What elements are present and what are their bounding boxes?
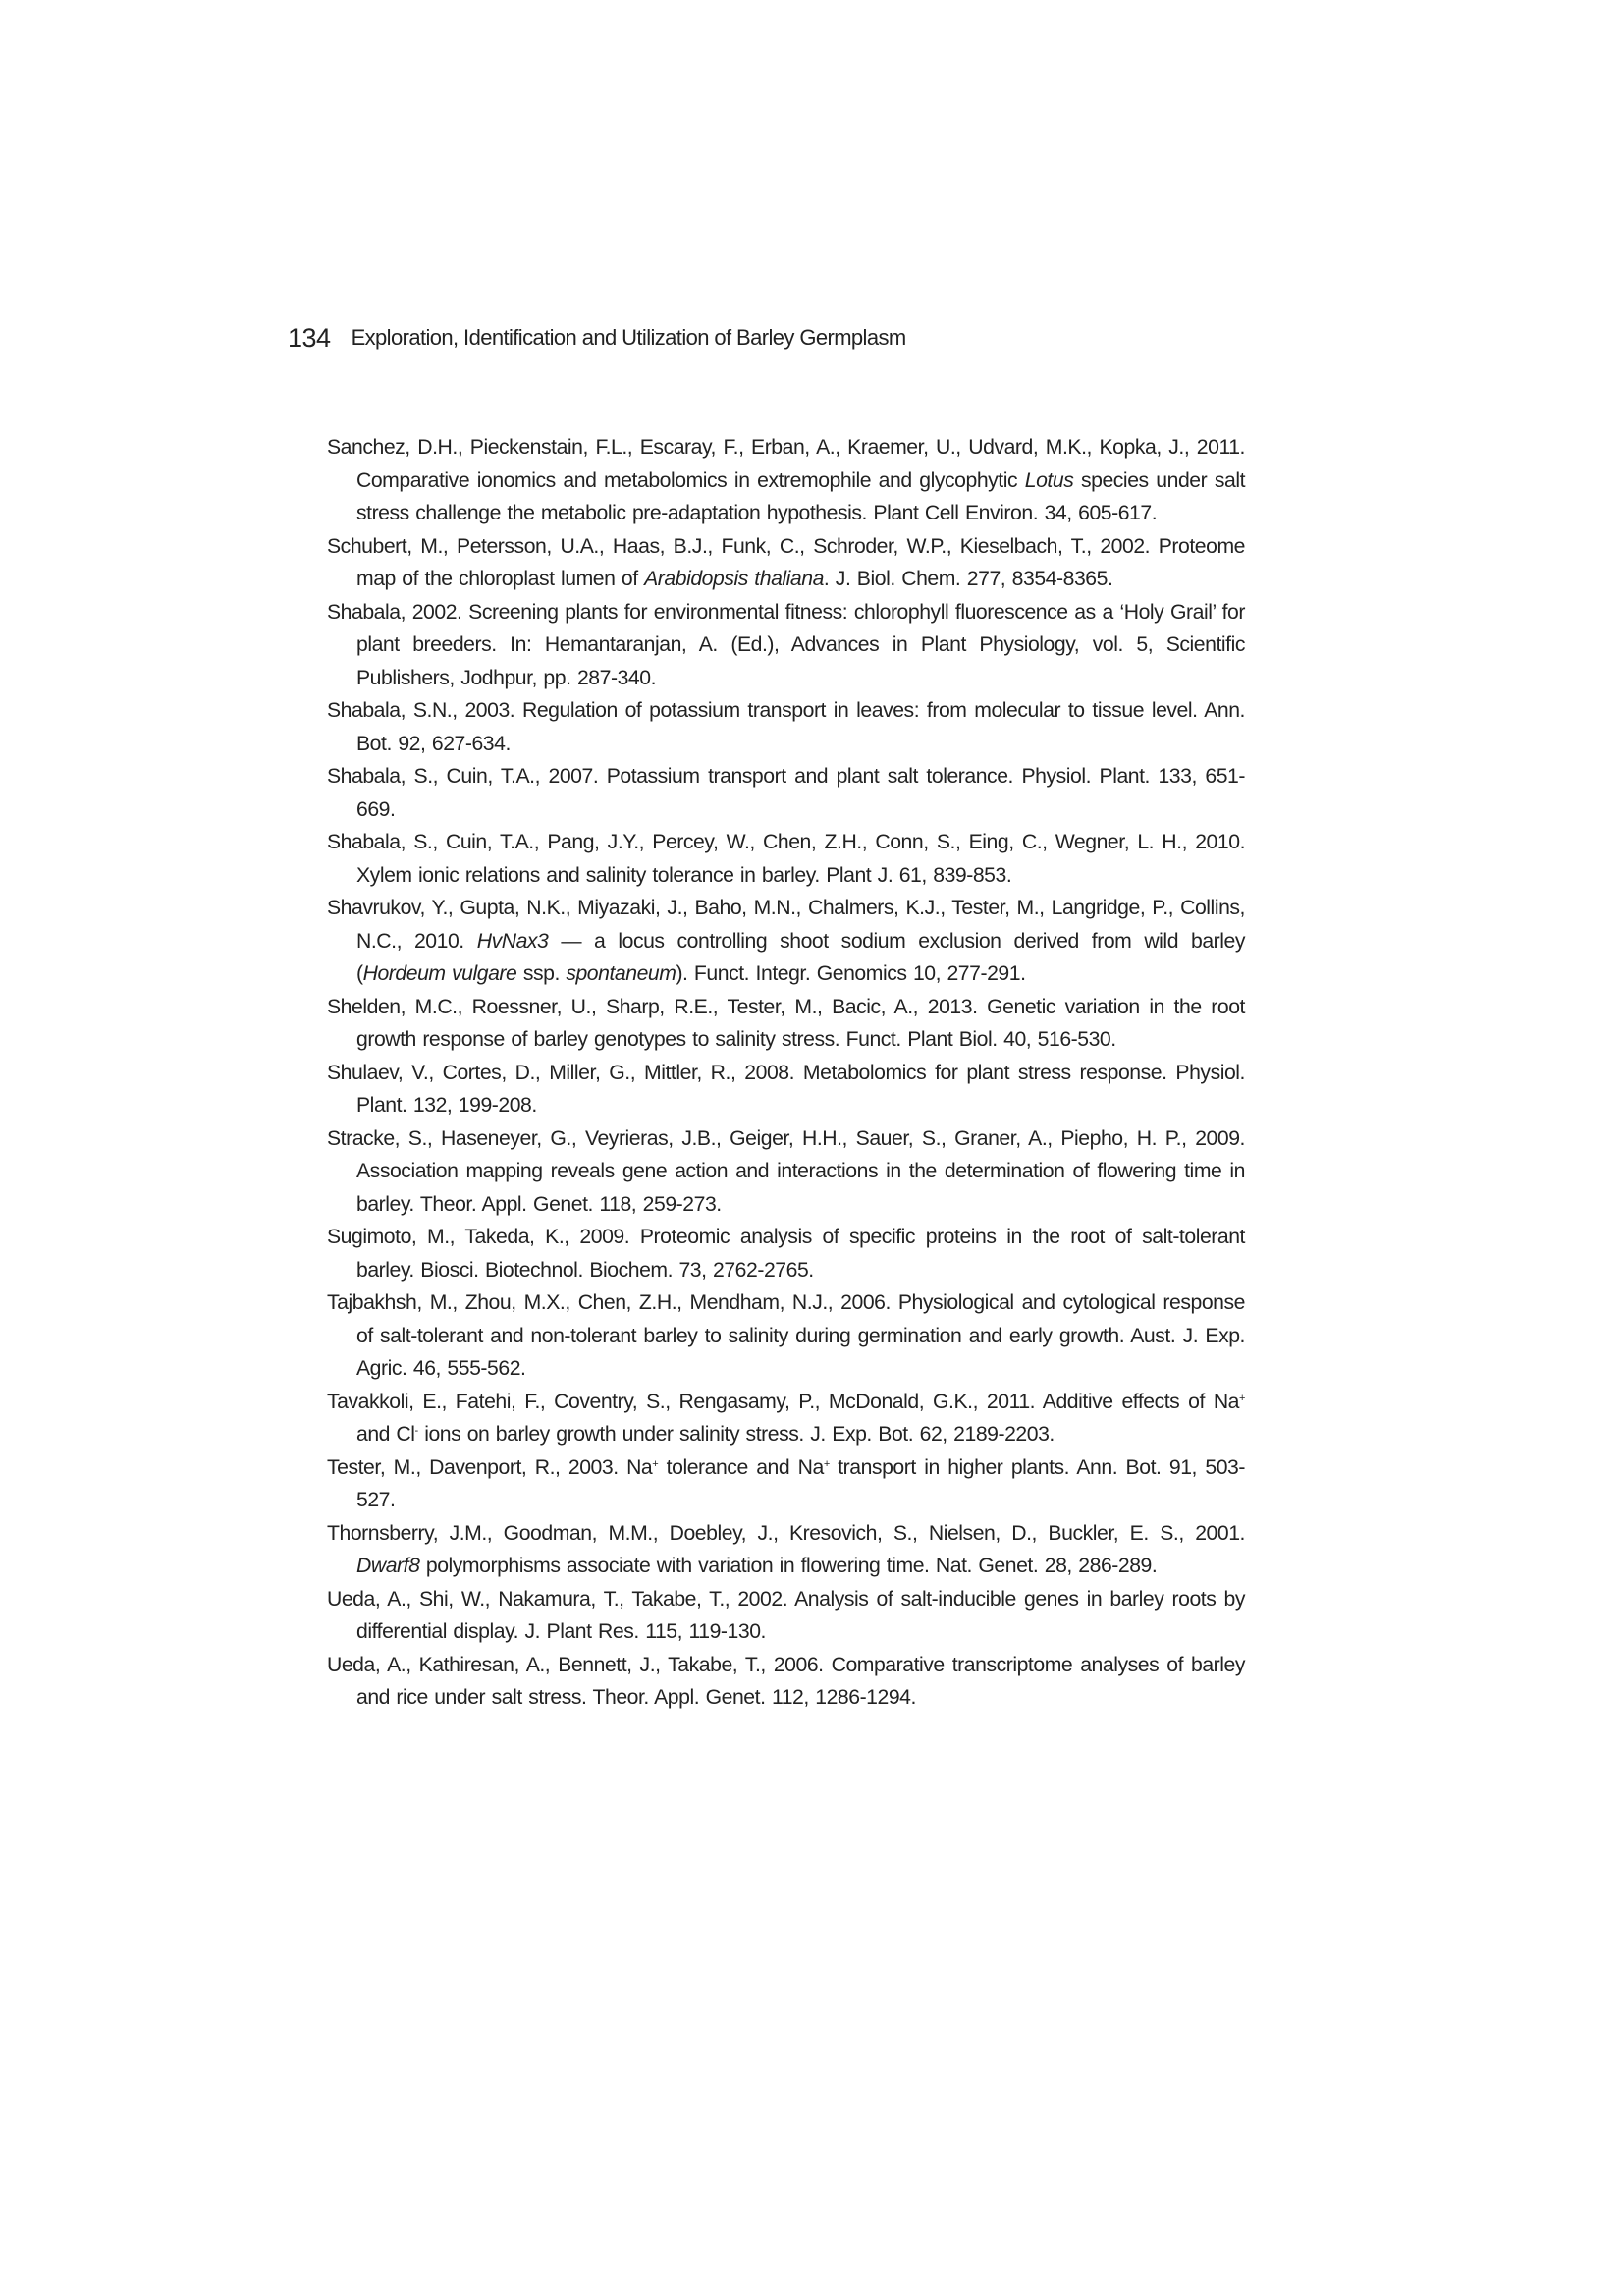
reference-entry bbox=[327, 1122, 1245, 1222]
reference-text: Tajbakhsh, M., Zhou, M.X., Chen, Z.H., Mendham, N.J., 2006. Physiological and cytological response of salt-tolerant and non-tolerant barley to salinity during germination and early growth. Aust. J. Exp. Agric. 46, 555-562. bbox=[327, 1291, 1245, 1380]
reference-text: tolerance and Na bbox=[658, 1455, 824, 1479]
reference-text: Shabala, S., Cuin, T.A., Pang, J.Y., Percey, W., Chen, Z.H., Conn, S., Eing, C., Wegner, L. H., 2010. Xylem ionic relations and salinity tolerance in barley. Plant J. 61, 839-853. bbox=[327, 831, 1245, 887]
reference-text: ions on barley growth under salinity stress. J. Exp. Bot. 62, 2189-2203. bbox=[417, 1423, 1055, 1446]
italic-term: Dwarf8 bbox=[356, 1555, 420, 1577]
reference-text: Ueda, A., Kathiresan, A., Bennett, J., Takabe, T., 2006. Comparative transcriptome analyses of barley and rice under salt stress. Theor. Appl. Genet. 112, 1286-1294. bbox=[327, 1653, 1245, 1709]
reference-text: Tester, M., Davenport, R., 2003. Na bbox=[327, 1455, 653, 1479]
page-header bbox=[288, 320, 1171, 355]
reference-text: Stracke, S., Haseneyer, G., Veyrieras, J.B., Geiger, H.H., Sauer, S., Graner, A., Piepho, H. P., 2009. Association mapping reveals gene action and interactions in the determination of flowering time in barley. Theor. Appl. Genet. 118, 259-273. bbox=[327, 1126, 1245, 1216]
superscript: + bbox=[1239, 1392, 1245, 1404]
running-title: Exploration, Identification and Utilization of Barley Germplasm bbox=[351, 325, 906, 350]
italic-term: Lotus bbox=[1024, 468, 1074, 492]
reference-entry bbox=[327, 1451, 1245, 1517]
reference-text: Sanchez, D.H., Pieckenstain, F.L., Escaray, F., Erban, A., Kraemer, U., Udvard, M.K., Kopka, J., 2011. Comparative ionomics and metabolomics in extremophile and glycophytic bbox=[327, 436, 1245, 492]
reference-entry bbox=[327, 1517, 1245, 1583]
reference-text: Schubert, M., Petersson, U.A., Haas, B.J., Funk, C., Schroder, W.P., Kieselbach, T., 2002. Proteome map of the chloroplast lumen of bbox=[327, 534, 1245, 590]
reference-text: Ueda, A., Shi, W., Nakamura, T., Takabe, T., 2002. Analysis of salt-inducible genes in barley roots by differential display. J. Plant Res. 115, 119-130. bbox=[327, 1587, 1245, 1643]
reference-entry bbox=[327, 1583, 1245, 1649]
reference-text: Shabala, S.N., 2003. Regulation of potassium transport in leaves: from molecular to tissue level. Ann. Bot. 92, 627-634. bbox=[327, 699, 1245, 755]
reference-entry bbox=[327, 1649, 1245, 1715]
reference-entry bbox=[327, 596, 1245, 695]
reference-text: polymorphisms associate with variation in flowering time. Nat. Genet. 28, 286-289. bbox=[419, 1555, 1158, 1577]
reference-text: transport in higher plants. Ann. Bot. 91, 503-527. bbox=[356, 1455, 1245, 1511]
reference-text: and Cl bbox=[356, 1423, 415, 1446]
reference-text: species under salt stress challenge the metabolic pre-adaptation hypothesis. Plant Cell Environ. 34, 605-617. bbox=[356, 468, 1246, 524]
reference-entry bbox=[327, 530, 1245, 596]
superscript: + bbox=[652, 1457, 659, 1470]
reference-text: . J. Biol. Chem. 277, 8354-8365. bbox=[823, 568, 1113, 590]
reference-text: ssp. bbox=[516, 962, 567, 985]
superscript: - bbox=[414, 1425, 418, 1437]
reference-entry bbox=[327, 1221, 1245, 1286]
italic-term: Hordeum vulgare bbox=[362, 962, 517, 985]
reference-entry bbox=[327, 1057, 1245, 1122]
reference-entry bbox=[327, 760, 1245, 826]
reference-entry bbox=[327, 1286, 1245, 1386]
reference-entry bbox=[327, 694, 1245, 760]
reference-text: Sugimoto, M., Takeda, K., 2009. Proteomic analysis of specific proteins in the root of salt-tolerant barley. Biosci. Biotechnol. Biochem. 73, 2762-2765. bbox=[327, 1226, 1245, 1282]
reference-entry bbox=[327, 431, 1245, 530]
superscript: + bbox=[823, 1457, 830, 1470]
reference-text: ). Funct. Integr. Genomics 10, 277-291. bbox=[676, 962, 1026, 985]
italic-term: Arabidopsis thaliana bbox=[644, 568, 824, 590]
reference-text: Shavrukov, Y., Gupta, N.K., Miyazaki, J., Baho, M.N., Chalmers, K.J., Tester, M., Langridge, P., Collins, N.C., 2010. bbox=[327, 897, 1245, 953]
reference-text: Thornsberry, J.M., Goodman, M.M., Doebley, J., Kresovich, S., Nielsen, D., Buckler, E. S., 2001. bbox=[327, 1521, 1245, 1545]
reference-text: Shulaev, V., Cortes, D., Miller, G., Mittler, R., 2008. Metabolomics for plant stress response. Physiol. Plant. 132, 199-208. bbox=[327, 1061, 1245, 1117]
reference-text: Tavakkoli, E., Fatehi, F., Coventry, S., Rengasamy, P., McDonald, G.K., 2011. Additive effects of Na bbox=[327, 1390, 1240, 1413]
reference-list bbox=[327, 431, 1245, 1715]
page-number: 134 bbox=[288, 322, 331, 353]
reference-entry bbox=[327, 1386, 1245, 1451]
reference-text: Shelden, M.C., Roessner, U., Sharp, R.E., Tester, M., Bacic, A., 2013. Genetic variation in the root growth response of barley genotypes to salinity stress. Funct. Plant Biol. 40, 516-530. bbox=[327, 995, 1245, 1051]
italic-term: spontaneum bbox=[566, 962, 676, 985]
reference-text: Shabala, S., Cuin, T.A., 2007. Potassium transport and plant salt tolerance. Physiol. Plant. 133, 651-669. bbox=[327, 765, 1245, 821]
reference-entry bbox=[327, 991, 1245, 1057]
reference-entry bbox=[327, 826, 1245, 892]
reference-entry bbox=[327, 892, 1245, 991]
reference-text: Shabala, 2002. Screening plants for environmental fitness: chlorophyll fluorescence as a ‘Holy Grail’ for plant breeders. In: Hemantaranjan, A. (Ed.), Advances in Plant Physiology, vol. 5, Scientific Publishers, Jodhpur, pp. 287-340. bbox=[327, 600, 1245, 689]
reference-text: — a locus controlling shoot sodium exclusion derived from wild barley ( bbox=[356, 929, 1246, 985]
italic-term: HvNax3 bbox=[476, 929, 549, 953]
